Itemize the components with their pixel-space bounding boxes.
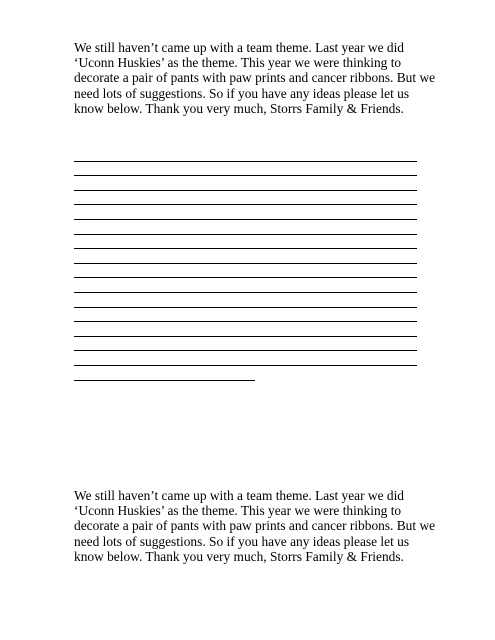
top-message-line: know below. Thank you very much, Storrs Family & Friends.: [74, 100, 404, 116]
answer-line: [74, 205, 417, 220]
top-message-line: ‘Uconn Huskies’ as the theme. This year we were thinking to: [74, 55, 402, 71]
answer-line: [74, 308, 417, 323]
top-message-line: We still haven’t came up with a team theme. Last year we did: [74, 40, 404, 55]
bottom-message-line: know below. Thank you very much, Storrs Family & Friends.: [74, 548, 404, 564]
bottom-message-line: need lots of suggestions. So if you have any ideas please let us: [74, 533, 410, 549]
top-message-line: decorate a pair of pants with paw prints and cancer ribbons. But we: [74, 70, 436, 86]
answer-line: [74, 220, 417, 235]
answer-line: [74, 337, 417, 352]
answer-line: [74, 264, 417, 279]
answer-line: [74, 235, 417, 250]
bottom-message-line: decorate a pair of pants with paw prints and cancer ribbons. But we: [74, 518, 436, 534]
answer-line: [74, 191, 417, 206]
bottom-message-line: ‘Uconn Huskies’ as the theme. This year we were thinking to: [74, 503, 402, 519]
bottom-message-paragraph: [74, 488, 434, 564]
answer-line: [74, 351, 417, 366]
answer-line: [74, 322, 417, 337]
top-message-line: need lots of suggestions. So if you have any ideas please let us: [74, 85, 410, 101]
answer-lines: [74, 147, 418, 381]
answer-line: [74, 249, 417, 264]
answer-line: [74, 176, 417, 191]
bottom-message-line: We still haven’t came up with a team theme. Last year we did: [74, 488, 404, 503]
top-message-paragraph: [74, 40, 434, 116]
answer-line: [74, 147, 417, 162]
answer-line: [74, 293, 417, 308]
answer-line: [74, 278, 417, 293]
answer-line: [74, 162, 417, 177]
answer-line-short: [74, 366, 255, 381]
